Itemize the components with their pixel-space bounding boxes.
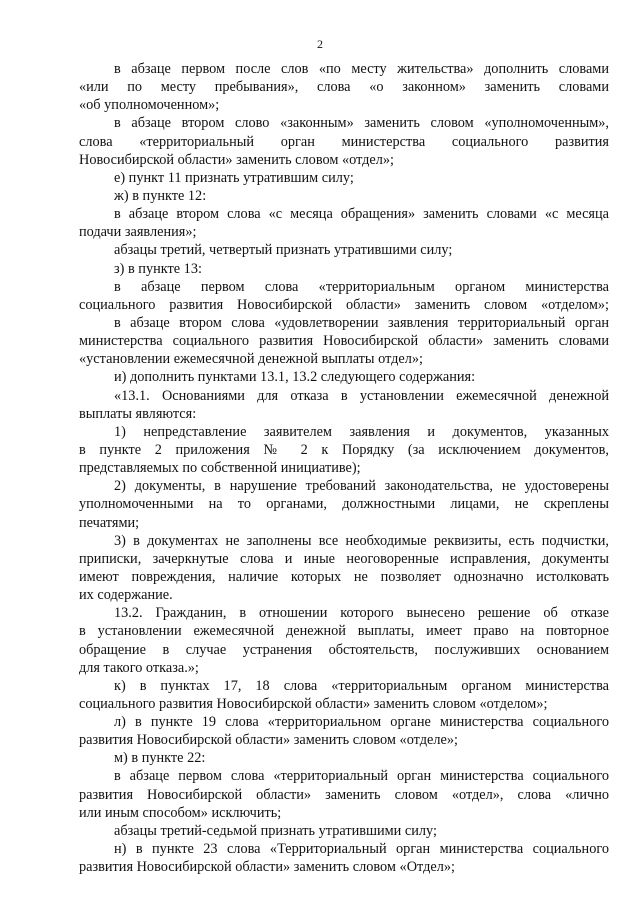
text-line: в установлении ежемесячной денежной выплаты, имеет право на повторное: [79, 623, 609, 640]
text-line: представляемых по собственной инициативе);: [79, 460, 361, 477]
text-line: уполномоченными на то органами, должностными лицами, не скреплены: [79, 496, 609, 513]
text-line: абзацы третий-седьмой признать утратившими силу;: [114, 822, 437, 839]
text-line: развития Новосибирской области» заменить словом «отделе»;: [79, 732, 458, 749]
text-line: в абзаце первом слова «территориальным органом министерства: [114, 278, 609, 295]
text-line: 1) непредставление заявителем заявления и документов, указанных: [114, 423, 609, 440]
text-line: развития Новосибирской области» заменить словом «отдел», слова «лично: [79, 786, 609, 803]
text-line: м) в пункте 22:: [114, 750, 206, 767]
text-line: к) в пунктах 17, 18 слова «территориальным органом министерства: [114, 677, 609, 694]
text-line: з) в пункте 13:: [114, 260, 202, 277]
text-line: в абзаце первом слова «территориальный орган министерства социального: [114, 768, 609, 785]
text-line: в абзаце втором слово «законным» заменить словом «уполномоченным»,: [114, 115, 609, 132]
text-line: в пункте 2 приложения № 2 к Порядку (за исключением документов,: [79, 441, 609, 458]
text-line: 2) документы, в нарушение требований законодательства, не удостоверены: [114, 478, 609, 495]
text-line: печатями;: [79, 514, 140, 531]
text-line: и) дополнить пунктами 13.1, 13.2 следующего содержания:: [114, 369, 476, 386]
text-line: приписки, зачеркнутые слова и иные неоговоренные исправления, документы: [79, 550, 609, 567]
text-line: развития Новосибирской области» заменить словом «Отдел»;: [79, 859, 455, 876]
text-line: имеют повреждения, наличие которых не позволяет однозначно истолковать: [79, 568, 609, 585]
text-line: «13.1. Основаниями для отказа в установлении ежемесячной денежной: [114, 387, 609, 404]
text-line: или иным способом» исключить;: [79, 804, 282, 821]
page-number: 2: [317, 37, 323, 51]
text-line: в абзаце втором слова «удовлетворении заявления территориальный орган: [114, 314, 609, 331]
document-body: [79, 60, 609, 876]
text-line: министерства социального развития Новосибирской области» заменить словами: [79, 333, 609, 350]
text-line: их содержание.: [79, 587, 173, 604]
text-line: обращение в случае устранения обстоятельств, послуживших основанием: [79, 641, 609, 658]
text-line: социального развития Новосибирской области» заменить словом «отделом»;: [79, 695, 548, 712]
text-line: «установлении ежемесячной денежной выплаты отдел»;: [79, 351, 424, 368]
text-line: н) в пункте 23 слова «Территориальный орган министерства социального: [114, 841, 609, 858]
text-line: слова «территориальный орган министерства социального развития: [79, 133, 609, 150]
text-line: ж) в пункте 12:: [114, 187, 207, 204]
text-line: е) пункт 11 признать утратившим силу;: [114, 169, 354, 186]
text-line: социального развития Новосибирской области» заменить словом «отделом»;: [79, 296, 609, 313]
text-line: для такого отказа.»;: [79, 659, 199, 676]
text-line: выплаты являются:: [79, 405, 197, 422]
text-line: «об уполномоченном»;: [79, 97, 220, 114]
text-line: «или по месту пребывания», слова «о законном» заменить словами: [79, 79, 609, 96]
text-line: 13.2. Гражданин, в отношении которого вынесено решение об отказе: [114, 605, 609, 622]
text-line: Новосибирской области» заменить словом «отдел»;: [79, 151, 395, 168]
text-line: в абзаце втором слова «с месяца обращения» заменить словами «с месяца: [114, 206, 609, 223]
text-line: 3) в документах не заполнены все необходимые реквизиты, есть подчистки,: [114, 532, 609, 549]
text-line: абзацы третий, четвертый признать утратившими силу;: [114, 242, 453, 259]
text-line: в абзаце первом после слов «по месту жительства» дополнить словами: [114, 61, 609, 77]
text-line: л) в пункте 19 слова «территориальном органе министерства социального: [114, 714, 609, 731]
text-line: подачи заявления»;: [79, 224, 197, 241]
